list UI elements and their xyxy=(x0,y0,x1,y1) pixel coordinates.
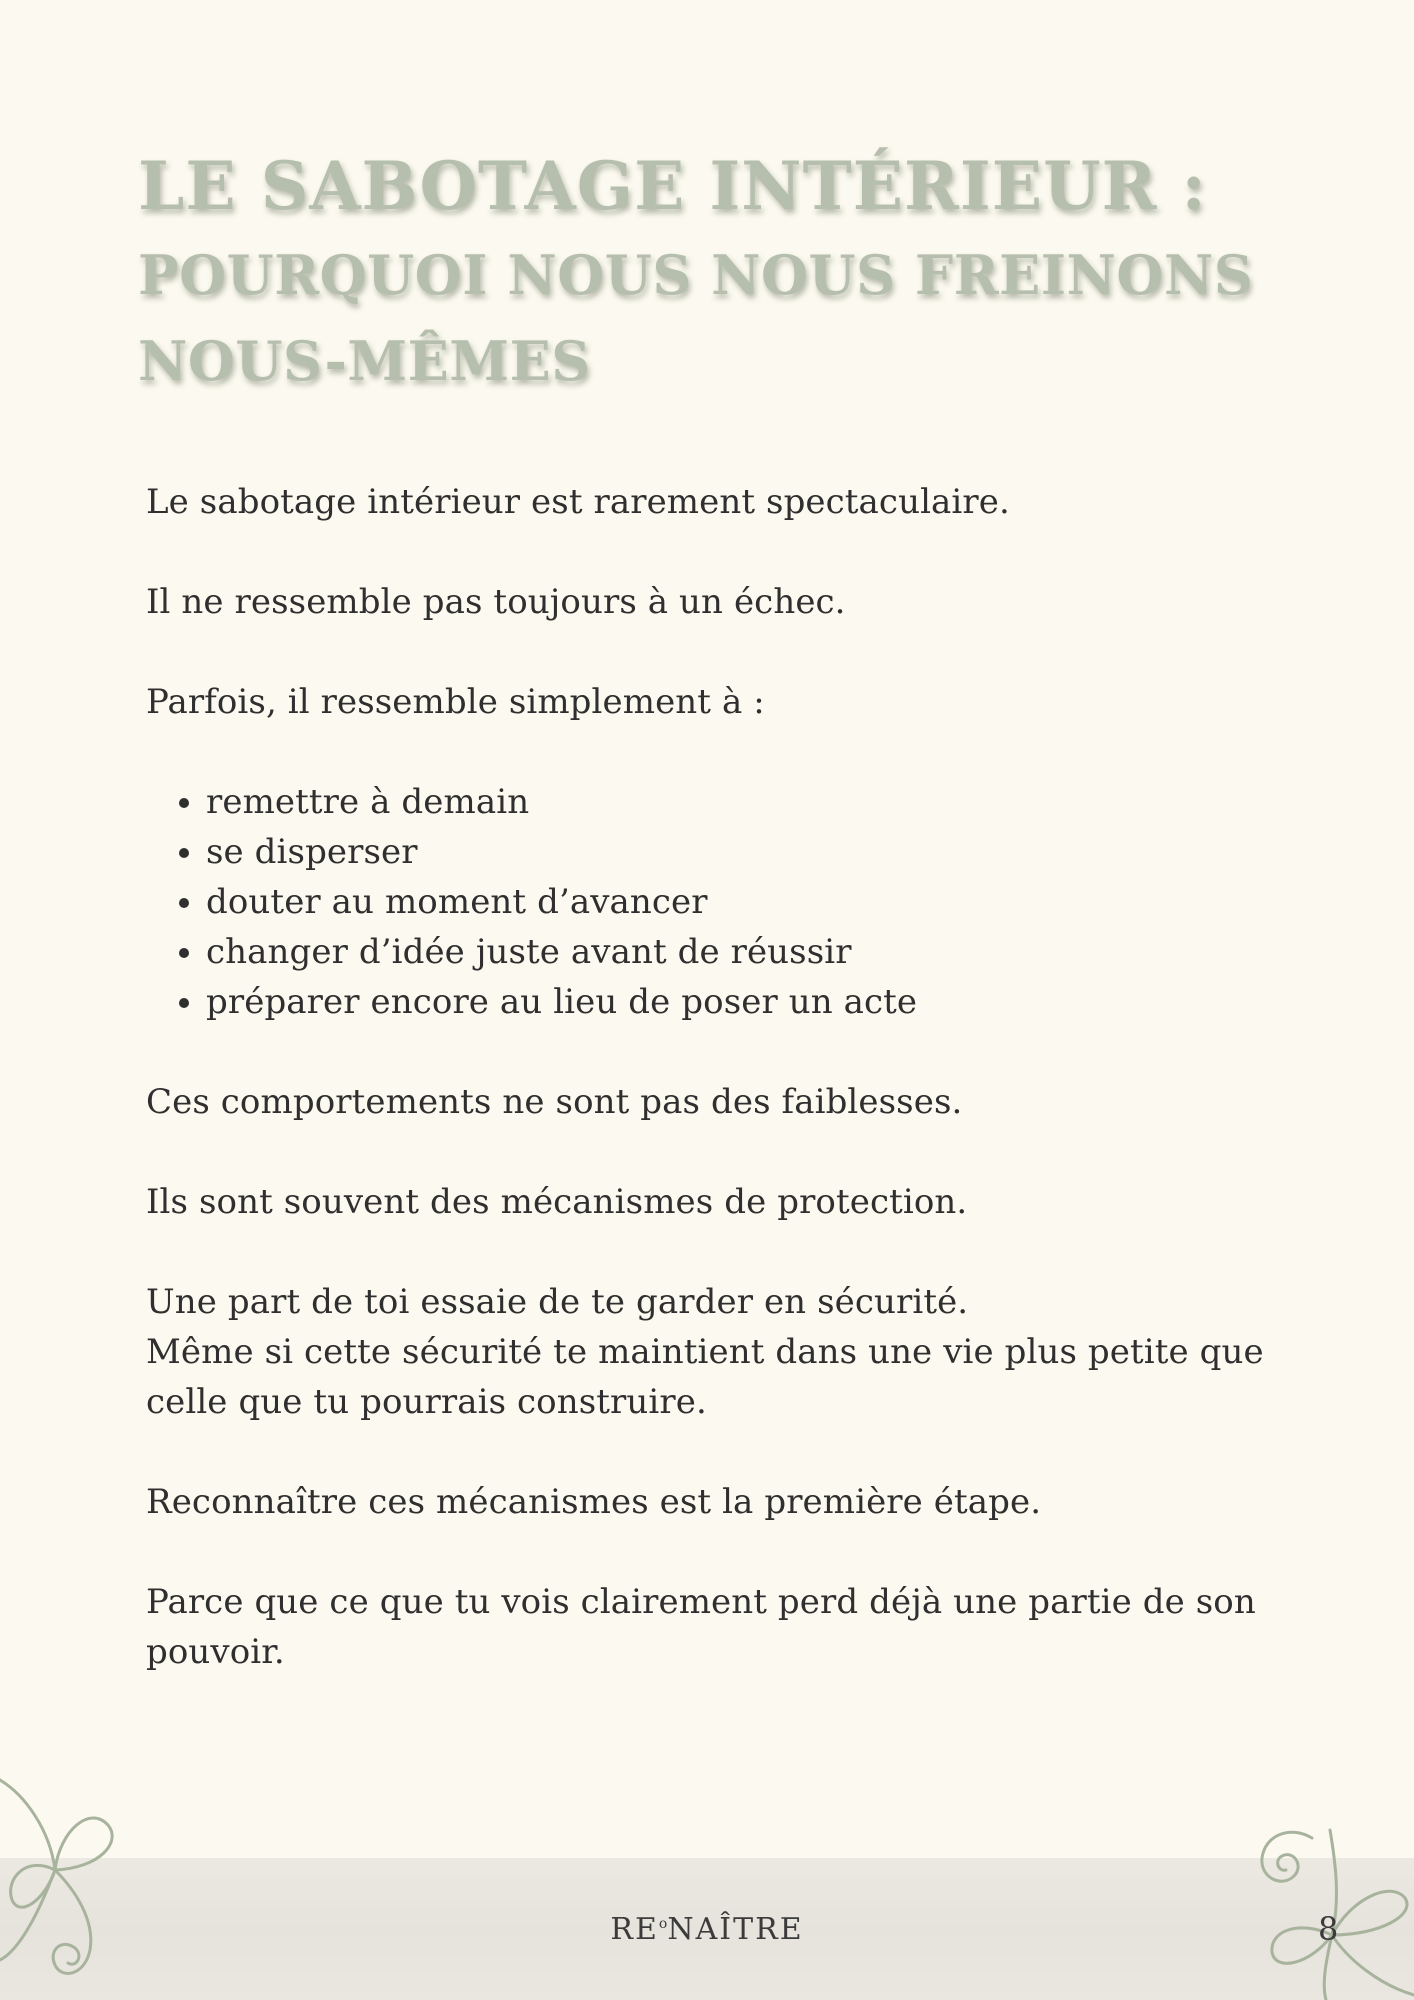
page-number: 8 xyxy=(1318,1910,1339,1948)
sabotage-list xyxy=(146,777,1276,1027)
paragraph-4: Ces comportements ne sont pas des faiblesses. xyxy=(146,1082,963,1122)
list-item: • changer d’idée juste avant de réussir xyxy=(206,927,1276,977)
paragraph-7: Reconnaître ces mécanismes est la première étape. xyxy=(146,1482,1042,1522)
title-line-2: POURQUOI NOUS NOUS FREINONS xyxy=(138,243,1254,307)
paragraph-6 xyxy=(146,1277,1276,1427)
paragraph-8: Parce que ce que tu vois clairement perd déjà une partie de son pouvoir. xyxy=(146,1582,1256,1672)
paragraph-6-line-2: Même si cette sécurité te maintient dans une vie plus petite que celle que tu pourrais construire. xyxy=(146,1332,1264,1422)
list-item: • préparer encore au lieu de poser un acte xyxy=(206,977,1276,1027)
brand-logo-suffix: NAÎTRE xyxy=(667,1912,804,1947)
paragraph-3: Parfois, il ressemble simplement à : xyxy=(146,682,765,722)
title-line-3: NOUS-MÊMES xyxy=(138,329,591,393)
list-item: • douter au moment d’avancer xyxy=(206,877,1276,927)
list-item: • remettre à demain xyxy=(206,777,1276,827)
list-item: • se disperser xyxy=(206,827,1276,877)
brand-logo xyxy=(0,1912,1414,1947)
swirl-ornament-icon xyxy=(0,1760,130,2000)
title-line-1: LE SABOTAGE INTÉRIEUR : xyxy=(138,147,1207,225)
brand-logo-prefix: RE xyxy=(610,1912,659,1947)
body-text xyxy=(146,477,1276,1727)
paragraph-5: Ils sont souvent des mécanismes de protection. xyxy=(146,1182,968,1222)
paragraph-6-line-1: Une part de toi essaie de te garder en sécurité. xyxy=(146,1282,969,1322)
paragraph-2: Il ne ressemble pas toujours à un échec. xyxy=(146,582,846,622)
paragraph-1: Le sabotage intérieur est rarement spectaculaire. xyxy=(146,482,1010,522)
page-title xyxy=(138,140,1288,404)
brand-logo-mark: o xyxy=(658,1916,668,1932)
